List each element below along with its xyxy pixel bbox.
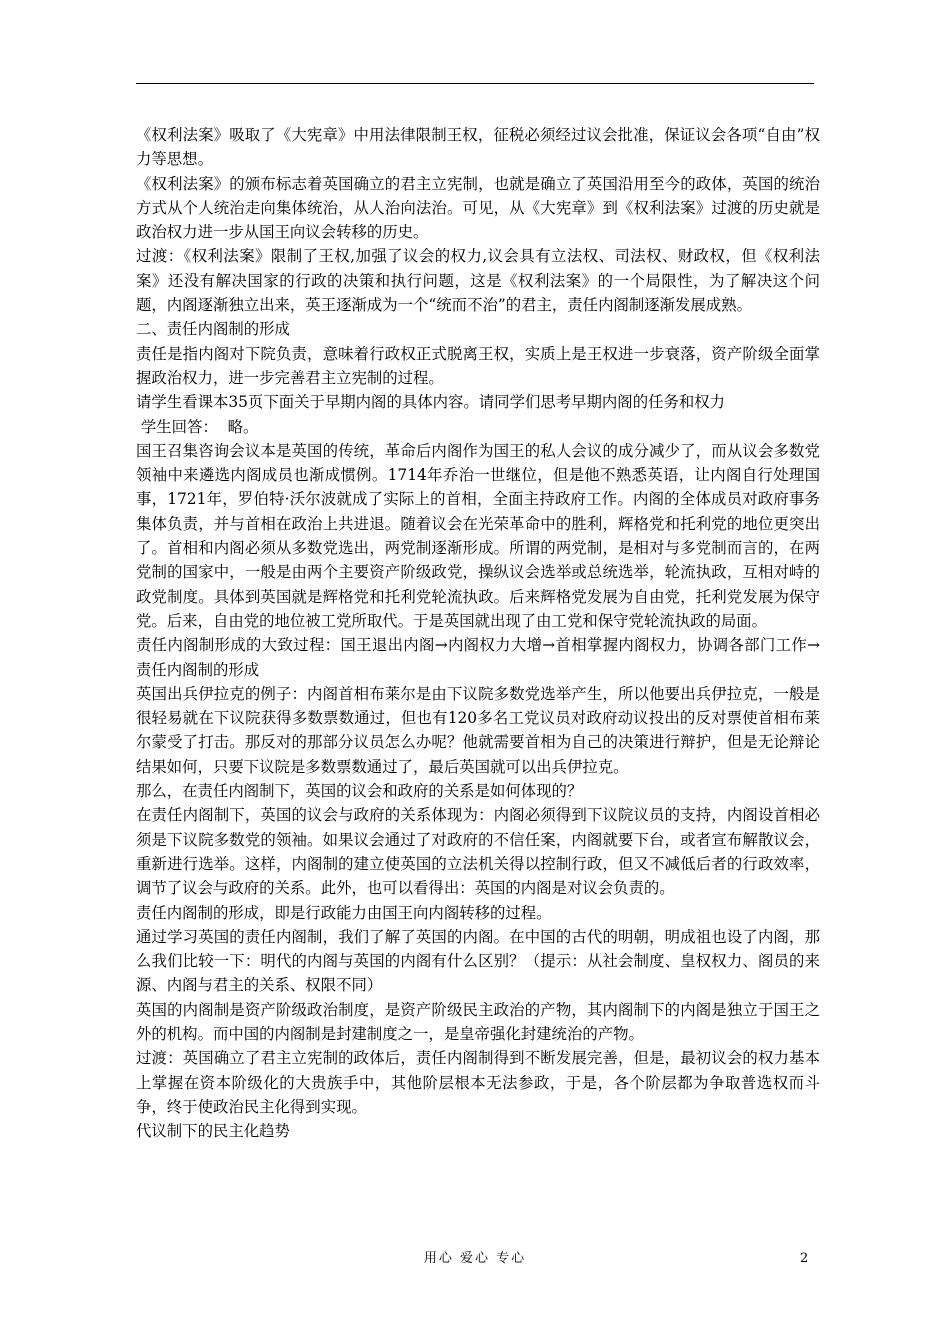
paragraph: 英国的内阁制是资产阶级政治制度，是资产阶级民主政治的产物，其内阁制下的内阁是独立于国王之外的机构。而中国的内阁制是封建制度之一，是皇帝强化封建统治的产物。 <box>136 1000 820 1043</box>
paragraph: 英国出兵伊拉克的例子：内阁首相布莱尔是由下议院多数党选举产生，所以他要出兵伊拉克，一般是很轻易就在下议院获得多数票数通过，但也有120多名工党议员对政府动议投出的反对票使首相布莱尔蒙受了打击。那反对的那部分议员怎么办呢？他就需要首相为自己的决策进行辩护，但是无论辩论结果如何，只要下议院是多数票数通过了，最后英国就可以出兵伊拉克。 <box>136 684 820 776</box>
paragraph: 那么，在责任内阁制下，英国的议会和政府的关系是如何体现的？ <box>136 782 583 801</box>
paragraph: 责任是指内阁对下院负责，意味着行政权正式脱离王权，实质上是王权进一步衰落，资产阶级全面掌握政治权力，进一步完善君主立宪制的过程。 <box>136 344 820 387</box>
page-number: 2 <box>800 1251 809 1266</box>
paragraph: 《权利法案》的颁布标志着英国确立的君主立宪制，也就是确立了英国沿用至今的政体，英国的统治方式从个人统治走向集体统治，从人治向法治。可见，从《大宪章》到《权利法案》过渡的历史就是政治权力进一步从国王向议会转移的历史。 <box>136 174 820 242</box>
paragraph: 过渡：英国确立了君主立宪制的政体后，责任内阁制得到不断发展完善，但是，最初议会的权力基本上掌握在资本阶级化的大贵族手中，其他阶层根本无法参政，于是，各个阶层都为争取普选权而斗争，终于使政治民主化得到实现。 <box>136 1049 820 1116</box>
paragraph: 学生回答： 略。 <box>136 417 259 436</box>
paragraph: 责任内阁制形成的大致过程：国王退出内阁→内阁权力大增→首相掌握内阁权力，协调各部门工作→责任内阁制的形成 <box>136 636 820 679</box>
section-heading: 代议制下的民主化趋势 <box>136 1122 290 1141</box>
document-body <box>136 123 820 1143</box>
paragraph: 在责任内阁制下，英国的议会与政府的关系体现为：内阁必须得到下议院议员的支持，内阁设首相必须是下议院多数党的领袖。如果议会通过了对政府的不信任案，内阁就要下台，或者宣布解散议会，重新进行选举。这样，内阁制的建立使英国的立法机关得以控制行政，但又不减低后者的行政效率，调节了议会与政府的关系。此外，也可以看得出：英国的内阁是对议会负责的。 <box>136 806 820 898</box>
paragraph: 《权利法案》吸取了《大宪章》中用法律限制王权，征税必须经过议会批准，保证议会各项“自由”权力等思想。 <box>136 126 820 169</box>
paragraph: 请学生看课本35页下面关于早期内阁的具体内容。请同学们思考早期内阁的任务和权力 <box>136 393 726 412</box>
header-rule <box>136 83 814 84</box>
paragraph: 责任内阁制的形成，即是行政能力由国王向内阁转移的过程。 <box>136 903 552 922</box>
footer-motto: 用心 爱心 专心 <box>423 1251 527 1266</box>
paragraph: 国王召集咨询会议本是英国的传统，革命后内阁作为国王的私人会议的成分减少了，而从议会多数党领袖中来遴选内阁成员也渐成惯例。1714年乔治一世继位，但是他不熟悉英语，让内阁自行处理国事，1721年，罗伯特·沃尔波就成了实际上的首相，全面主持政府工作。内阁的全体成员对政府事务集体负责，并与首相在政治上共进退。随着议会在光荣革命中的胜利，辉格党和托利党的地位更突出了。首相和内阁必须从多数党选出，两党制逐渐形成。所谓的两党制，是相对与多党制而言的，在两党制的国家中，一般是由两个主要资产阶级政党，操纵议会选举或总统选举，轮流执政，互相对峙的政党制度。具体到英国就是辉格党和托利党轮流执政。后来辉格党发展为自由党，托利党发展为保守党。后来，自由党的地位被工党所取代。于是英国就出现了由工党和保守党轮流执政的局面。 <box>136 441 820 630</box>
section-heading: 二、责任内阁制的形成 <box>136 320 290 339</box>
paragraph: 通过学习英国的责任内阁制，我们了解了英国的内阁。在中国的古代的明朝，明成祖也设了内阁，那么我们比较一下：明代的内阁与英国的内阁有什么区别？（提示：从社会制度、皇权权力、阁员的来源、内阁与君主的关系、权限不同） <box>136 927 820 995</box>
paragraph: 过渡：《权利法案》限制了王权,加强了议会的权力,议会具有立法权、司法权、财政权，但《权利法案》还没有解决国家的行政的决策和执行问题，这是《权利法案》的一个局限性，为了解决这个问题，内阁逐渐独立出来，英王逐渐成为一个“统而不治”的君主，责任内阁制逐渐发展成熟。 <box>136 247 820 315</box>
